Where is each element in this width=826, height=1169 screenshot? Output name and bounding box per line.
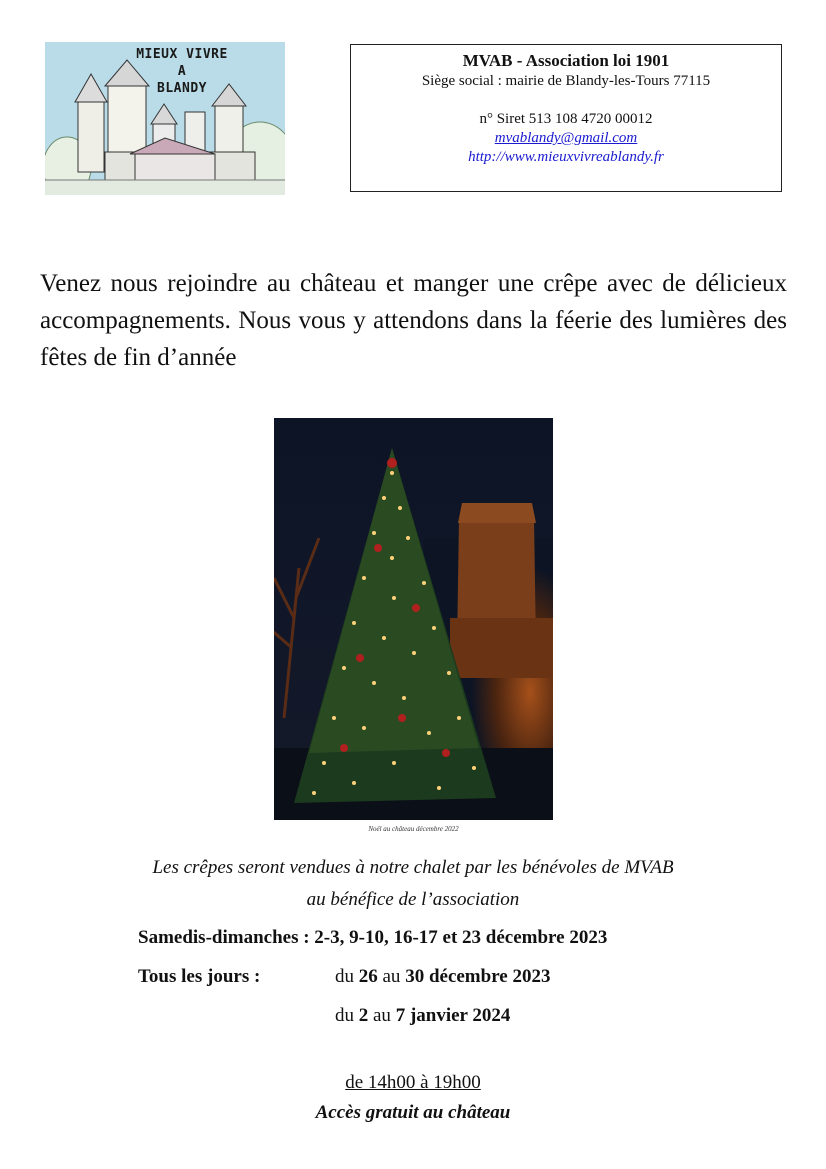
- website-link[interactable]: http://www.mieuxvivreablandy.fr: [468, 149, 664, 165]
- photo-caption: Noël au château décembre 2022: [368, 825, 459, 833]
- logo-line-1: MIEUX VIVRE: [136, 47, 228, 62]
- logo-text: [107, 46, 257, 97]
- sale-line-2: au bénéfice de l’association: [306, 889, 520, 910]
- org-name: MVAB - Association loi 1901: [462, 51, 670, 70]
- opening-hours: de 14h00 à 19h00: [345, 1072, 481, 1093]
- daily-schedule-2: du 2 au 7 janvier 2024: [335, 1005, 511, 1026]
- free-access-note: Accès gratuit au château: [315, 1102, 511, 1123]
- weekend-dates: 2-3, 9-10, 16-17 et 23 décembre 2023: [314, 927, 608, 948]
- daily-label: Tous les jours :: [138, 966, 261, 987]
- sale-info: [100, 852, 726, 916]
- christmas-tree-photo: [274, 418, 553, 820]
- association-logo: [45, 42, 285, 195]
- weekend-label: Samedis-dimanches :: [138, 927, 310, 948]
- weekend-schedule: [138, 926, 607, 950]
- logo-line-2: A: [177, 64, 187, 79]
- intro-paragraph: Venez nous rejoindre au château et manger une crêpe avec de délicieux accompagnements. Nous vous y attendons dans la féerie des lumières des fêtes de fin d’année: [40, 270, 787, 371]
- siret-number: n° Siret 513 108 4720 00012: [479, 111, 653, 127]
- sale-line-1: Les crêpes seront vendues à notre chalet par les bénévoles de MVAB: [152, 857, 674, 878]
- head-office: Siège social : mairie de Blandy-les-Tours 77115: [421, 73, 711, 89]
- logo-line-3: BLANDY: [157, 81, 207, 96]
- email-link[interactable]: mvablandy@gmail.com: [494, 130, 638, 146]
- association-info-box: [350, 44, 782, 192]
- daily-schedule-1: Tous les jours : du 26 au 30 décembre 2023: [138, 966, 551, 987]
- christmas-tree-illustration: [274, 418, 553, 820]
